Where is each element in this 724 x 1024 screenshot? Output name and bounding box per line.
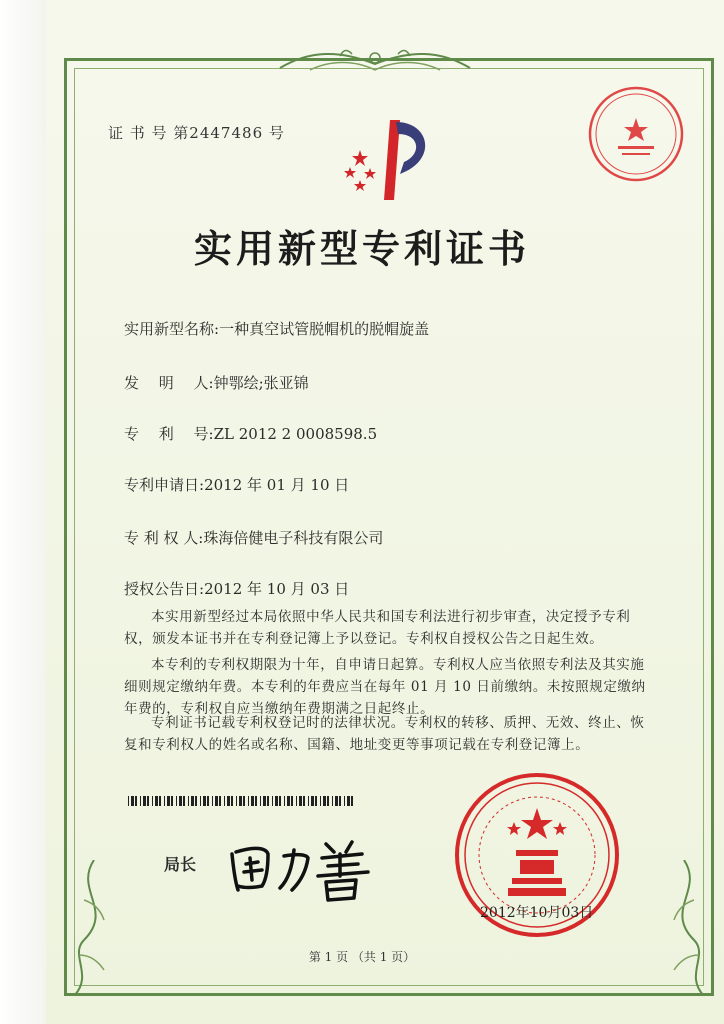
field-value: 钟鄂绘;张亚锦: [213, 374, 309, 392]
director-signature-icon: [222, 824, 392, 904]
body-paragraph-2: 本专利的专利权期限为十年，自申请日起算。专利权人应当依照专利法及其实施细则规定缴纳年费。本专利的年费应当在每年 01 月 10 日前缴纳。未按照规定缴纳年费的，专利权自应当缴纳年费期满之日起终止。: [124, 657, 646, 717]
field-grant-date: [124, 578, 349, 599]
director-label: 局长: [164, 855, 197, 874]
bottom-left-ornament-icon: [64, 860, 124, 996]
body-paragraph-1: 本实用新型经过本局依照中华人民共和国专利法进行初步审查，决定授予专利权，颁发本证书并在专利登记簿上予以登记。专利权自授权公告之日起生效。: [124, 609, 631, 647]
scan-edge: [0, 0, 46, 1024]
body-paragraph-3: 专利证书记载专利权登记时的法律状况。专利权的转移、质押、无效、终止、恢复和专利权人的姓名或名称、国籍、地址变更等事项记载在专利登记簿上。: [124, 715, 645, 753]
certificate-number: 证 书 号 第2447486 号: [108, 124, 285, 142]
certificate-title: 实用新型专利证书: [193, 226, 530, 271]
field-filing-date: [124, 474, 349, 495]
field-label: 专 利 权 人:: [124, 529, 204, 547]
field-label: 实用新型名称:: [124, 320, 220, 338]
field-value: 一种真空试管脱帽机的脱帽旋盖: [219, 320, 430, 338]
page-footer: 第 1 页 （共 1 页）: [308, 950, 416, 964]
field-patent-number: [124, 423, 377, 444]
seal-date: 2012年10月03日: [480, 905, 594, 921]
field-value: 2012 年 10 月 03 日: [204, 580, 350, 598]
top-ornament-icon: [270, 40, 480, 80]
field-label: 发 明 人:: [124, 374, 214, 392]
field-label: 专 利 号:: [124, 425, 214, 443]
field-label: 授权公告日:: [124, 580, 205, 598]
field-label: 专利申请日:: [124, 476, 205, 494]
field-value: 珠海倍健电子科技有限公司: [203, 529, 384, 547]
agency-stamp-icon: [584, 82, 688, 186]
field-utility-model-name: [124, 318, 429, 339]
field-value: 2012 年 01 月 10 日: [204, 476, 350, 494]
bottom-right-ornament-icon: [654, 860, 714, 996]
patent-office-logo-icon: [330, 112, 440, 202]
field-value: ZL 2012 2 0008598.5: [213, 425, 378, 443]
field-inventor: [124, 372, 309, 393]
field-patentee: [124, 527, 383, 548]
barcode: [128, 796, 354, 806]
